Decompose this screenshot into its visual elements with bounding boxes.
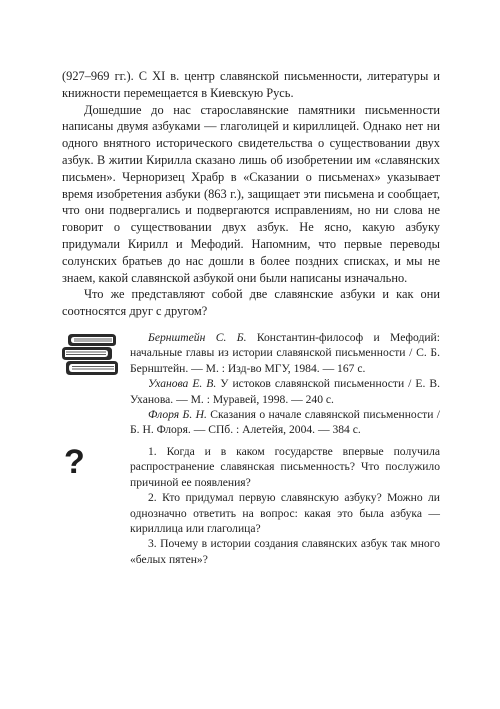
question-item: 2. Кто придумал первую славянскую азбуку? Можно ли однозначно ответить на вопрос: какая это была азбука — кириллица или глаголица?: [130, 491, 440, 536]
paragraph-1: (927–969 гг.). С XI в. центр славянской письменности, литературы и книжности перемещается в Киевскую Русь.: [62, 69, 440, 100]
bibliography-entry: [130, 376, 440, 407]
bibliography-author: Бернштейн С. Б.: [148, 331, 247, 344]
bibliography-list: [130, 330, 440, 438]
paragraph-3: Что же представляют собой две славянские азбуки и как они соотносятся друг с другом?: [62, 287, 440, 319]
question-item: 1. Когда и в каком государстве впервые получила распространение славянская письменность? Что послужило причиной ее появления?: [130, 445, 440, 489]
books-stack-icon: [62, 330, 120, 376]
bibliography-entry: [130, 407, 440, 438]
bibliography-text: Константин-философ и Мефодий: начальные главы из истории славянской письменности / С. Б. Бернштейн. — М. : Изд-во МГУ, 1984. — 167 с.: [130, 331, 440, 375]
bibliography-entry: [130, 330, 440, 376]
bibliography-text: У истоков славянской письменности / Е. В. Уханова. — М. : Муравей, 1998. — 240 с.: [130, 377, 440, 406]
bibliography-text: Сказания о начале славянской письменности / Б. Н. Флоря. — СПб. : Алетейя, 2004. — 384 с.: [130, 408, 440, 437]
paragraph-2: Дошедшие до нас старославянские памятники письменности написаны двумя азбуками — глаголицей и кириллицей. Однако нет ни одного внятного исторического свидетельства о существовании двух азбук. В житии Кирилла сказано лишь об изобретении им «славянских письмен». Черноризец Храбр в «Сказании о письменах» указывает время изобретения азбуки (863 г.), защищает эти письмена и сообщает, что они подвергались и подвергаются исправлениям, но ни слова не говорит о существовании двух азбук. Не ясно, какую азбуку придумали Кирилл и Мефодий. Напомним, что первые переводы солунских братьев до нас дошли в более поздних списках, и мы не знаем, какой славянской азбукой они были написаны изначально.: [62, 102, 440, 285]
question-item: 3. Почему в истории создания славянских азбук так много «белых пятен»?: [130, 537, 440, 566]
bibliography-author: Флоря Б. Н.: [148, 408, 207, 422]
question-mark-icon: ?: [64, 443, 85, 481]
bibliography-author: Уханова Е. В.: [148, 377, 217, 391]
main-text: [62, 68, 440, 320]
questions-list: [130, 444, 440, 567]
